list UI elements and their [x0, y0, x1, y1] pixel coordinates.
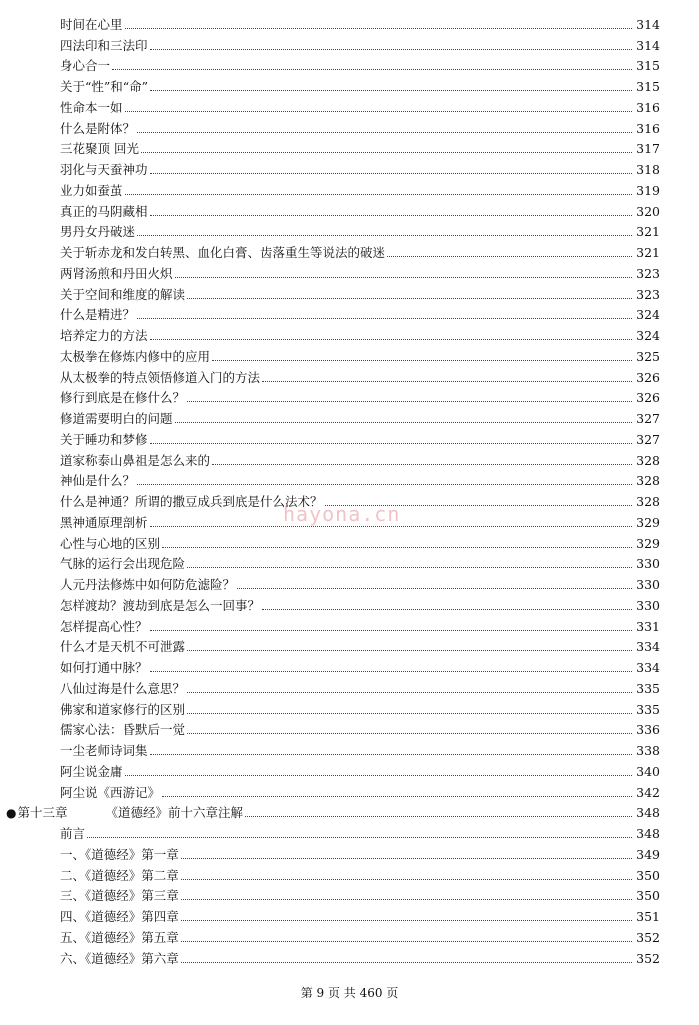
- toc-entry[interactable]: [0, 448, 699, 469]
- toc-entry[interactable]: [0, 220, 699, 241]
- dot-leader: [137, 318, 632, 319]
- dot-leader: [141, 152, 632, 153]
- toc-entry-title: 培养定力的方法: [60, 328, 148, 343]
- toc-entry[interactable]: [0, 780, 699, 801]
- toc-entry[interactable]: [0, 738, 699, 759]
- dot-leader: [262, 609, 632, 610]
- dot-leader: [150, 754, 632, 755]
- dot-leader: [162, 796, 632, 797]
- table-of-contents: [0, 12, 699, 967]
- toc-entry[interactable]: [0, 946, 699, 967]
- toc-entry[interactable]: [0, 95, 699, 116]
- dot-leader: [181, 962, 632, 963]
- toc-entry-page: 314: [636, 37, 660, 53]
- dot-leader: [125, 775, 632, 776]
- chapter-number: 第十三章: [17, 805, 68, 821]
- dot-leader: [187, 733, 632, 734]
- toc-entry-page: 342: [636, 784, 660, 800]
- toc-entry[interactable]: [0, 614, 699, 635]
- toc-entry-title: 儒家心法：昏默后一觉: [60, 722, 186, 738]
- toc-entry-page: 325: [636, 348, 660, 364]
- toc-entry-page: 314: [636, 16, 660, 32]
- dot-leader: [212, 464, 632, 465]
- toc-entry[interactable]: [0, 240, 699, 261]
- toc-entry-title: 什么是精进？: [60, 307, 136, 323]
- toc-entry-title: 太极拳在修炼内修中的应用: [60, 348, 211, 364]
- toc-entry-title: 关于空间和维度的解读: [60, 286, 186, 302]
- toc-entry[interactable]: [0, 469, 699, 490]
- toc-entry[interactable]: [0, 884, 699, 905]
- toc-entry-page: 330: [636, 577, 660, 592]
- toc-entry-page: 326: [636, 369, 660, 385]
- toc-entry-page: 323: [636, 265, 660, 281]
- toc-entry-page: 324: [636, 328, 660, 343]
- dot-leader: [212, 360, 632, 361]
- toc-entry-page: 329: [636, 514, 660, 530]
- dot-leader: [175, 277, 632, 278]
- toc-entry-title: 身心合一: [60, 58, 111, 74]
- dot-leader: [187, 692, 632, 693]
- toc-entry-page: 330: [636, 597, 660, 613]
- toc-entry-title: 怎样提高心性？: [60, 618, 148, 634]
- toc-entry-title: 气脉的运行会出现危险: [60, 556, 186, 572]
- toc-entry-title: 八仙过海是什么意思？: [60, 680, 186, 696]
- toc-entry-page: 350: [636, 888, 660, 904]
- toc-entry-page: 327: [636, 411, 660, 426]
- toc-entry[interactable]: [0, 572, 699, 593]
- dot-leader: [262, 381, 632, 382]
- toc-entry[interactable]: [0, 697, 699, 718]
- toc-entry-title: 真正的马阴藏相: [60, 203, 148, 219]
- toc-entry-title: 五、《道德经》第五章: [60, 929, 179, 945]
- toc-entry-title: 黑神通原理剖析: [60, 514, 148, 530]
- toc-entry-page: 338: [636, 743, 660, 758]
- toc-entry-page: 315: [636, 58, 660, 74]
- toc-entry-page: 335: [636, 701, 660, 717]
- toc-entry-page: 351: [636, 909, 660, 924]
- dot-leader: [181, 941, 632, 942]
- toc-entry-title: 前言: [60, 826, 86, 841]
- toc-entry[interactable]: [0, 33, 699, 54]
- toc-entry-page: 340: [636, 763, 660, 779]
- toc-entry[interactable]: [0, 157, 699, 178]
- watermark: hayona.cn: [283, 502, 401, 526]
- toc-entry-title: 关于睡功和梦修: [60, 431, 148, 447]
- toc-entry-title: 关于斩赤龙和发白转黑、血化白膏、齿落重生等说法的破迷: [60, 245, 386, 260]
- toc-entry[interactable]: [0, 904, 699, 925]
- toc-entry-title: 三花聚顶 回光: [60, 141, 139, 157]
- dot-leader: [150, 49, 632, 50]
- toc-entry-page: 335: [636, 680, 660, 696]
- dot-leader: [150, 339, 632, 340]
- toc-entry-title: 性命本一如: [60, 99, 123, 115]
- dot-leader: [181, 858, 632, 859]
- dot-leader: [181, 879, 632, 880]
- toc-entry[interactable]: [0, 323, 699, 344]
- toc-entry-page: 315: [636, 79, 660, 94]
- toc-entry-page: 328: [636, 473, 660, 489]
- toc-entry-title: 一、《道德经》第一章: [60, 846, 179, 862]
- toc-entry-title: 从太极拳的特点领悟修道入门的方法: [60, 369, 261, 385]
- toc-entry-title: 时间在心里: [60, 16, 123, 32]
- dot-leader: [387, 256, 632, 257]
- toc-entry[interactable]: [0, 261, 699, 282]
- toc-entry-title: 神仙是什么？: [60, 473, 136, 489]
- toc-entry-title: 阿尘说《西游记》: [60, 784, 161, 800]
- toc-entry-page: 352: [636, 950, 660, 966]
- chapter-page: 348: [636, 805, 660, 821]
- dot-leader: [150, 630, 632, 631]
- toc-entry[interactable]: [0, 552, 699, 573]
- toc-entry[interactable]: [0, 863, 699, 884]
- dot-leader: [87, 837, 632, 838]
- toc-entry[interactable]: [0, 12, 699, 33]
- toc-entry-page: 320: [636, 203, 660, 219]
- toc-entry-title: 怎样渡劫？渡劫到底是怎么一回事？: [60, 597, 261, 613]
- toc-entry-title: 四法印和三法印: [60, 37, 148, 53]
- toc-entry[interactable]: [0, 759, 699, 780]
- toc-entry-title: 二、《道德经》第二章: [60, 867, 179, 883]
- dot-leader: [187, 650, 632, 651]
- toc-entry-page: 327: [636, 431, 660, 447]
- dot-leader: [187, 713, 632, 714]
- toc-entry-title: 羽化与天蚕神功: [60, 162, 148, 177]
- dot-leader: [125, 111, 632, 112]
- toc-entry-page: 334: [636, 660, 660, 675]
- dot-leader: [112, 69, 632, 70]
- toc-entry[interactable]: [0, 303, 699, 324]
- dot-leader: [181, 899, 632, 900]
- dot-leader: [137, 484, 632, 485]
- toc-entry[interactable]: [0, 74, 699, 95]
- toc-entry-title: 什么是神通？所谓的撒豆成兵到底是什么法术？: [60, 494, 323, 509]
- toc-entry-title: 一尘老师诗词集: [60, 743, 148, 758]
- toc-entry[interactable]: [0, 137, 699, 158]
- toc-entry-page: 334: [636, 639, 660, 655]
- toc-entry-title: 修道需要明白的问题: [60, 411, 173, 426]
- toc-entry-page: 324: [636, 307, 660, 323]
- toc-entry[interactable]: [0, 676, 699, 697]
- dot-leader: [187, 401, 632, 402]
- toc-entry[interactable]: [0, 925, 699, 946]
- page-footer: 第 9 页 共 460 页: [300, 986, 399, 1000]
- chapter-title: 《道德经》前十六章注解: [105, 805, 244, 821]
- toc-entry-page: 317: [636, 141, 660, 157]
- dot-leader: [125, 194, 632, 195]
- toc-entry-title: 关于“性”和“命”: [60, 79, 149, 94]
- toc-entry-page: 348: [636, 826, 660, 841]
- dot-leader: [137, 235, 632, 236]
- toc-entry[interactable]: [0, 386, 699, 407]
- toc-entry-page: 336: [636, 722, 660, 738]
- dot-leader: [150, 215, 632, 216]
- toc-entry-title: 人元丹法修炼中如何防危滤险？: [60, 577, 236, 592]
- toc-entry-title: 修行到底是在修什么？: [60, 390, 186, 406]
- toc-entry-page: 350: [636, 867, 660, 883]
- toc-entry-title: 三、《道德经》第三章: [60, 888, 179, 904]
- toc-entry-title: 两肾汤煎和丹田火炽: [60, 265, 173, 281]
- toc-entry-page: 331: [636, 618, 660, 634]
- toc-entry[interactable]: [0, 718, 699, 739]
- toc-entry[interactable]: [0, 531, 699, 552]
- dot-leader: [150, 173, 632, 174]
- toc-entry-page: 321: [636, 245, 660, 260]
- dot-leader: [237, 588, 632, 589]
- toc-entry-page: 329: [636, 535, 660, 551]
- toc-entry-page: 330: [636, 556, 660, 572]
- dot-leader: [125, 28, 632, 29]
- toc-entry-page: 319: [636, 182, 660, 198]
- toc-entry-title: 佛家和道家修行的区别: [60, 701, 186, 717]
- toc-entry-page: 352: [636, 929, 660, 945]
- toc-entry[interactable]: [0, 821, 699, 842]
- dot-leader: [175, 422, 632, 423]
- toc-entry[interactable]: [0, 593, 699, 614]
- toc-entry-page: 316: [636, 99, 660, 115]
- toc-entry-page: 328: [636, 452, 660, 468]
- dot-leader: [245, 816, 632, 817]
- dot-leader: [181, 920, 632, 921]
- toc-entry-page: 349: [636, 846, 660, 862]
- dot-leader: [150, 90, 632, 91]
- dot-leader: [150, 443, 632, 444]
- toc-entry-page: 326: [636, 390, 660, 406]
- toc-entry-title: 六、《道德经》第六章: [60, 950, 179, 966]
- toc-entry[interactable]: [0, 344, 699, 365]
- toc-entry-title: 什么是附体？: [60, 120, 136, 136]
- toc-entry[interactable]: [0, 116, 699, 137]
- dot-leader: [150, 671, 632, 672]
- toc-entry-page: 318: [636, 162, 660, 177]
- toc-entry-title: 什么才是天机不可泄露: [60, 639, 186, 655]
- toc-entry-title: 如何打通中脉？: [60, 660, 148, 675]
- dot-leader: [137, 132, 632, 133]
- toc-entry[interactable]: [0, 427, 699, 448]
- dot-leader: [187, 298, 632, 299]
- toc-entry[interactable]: [0, 178, 699, 199]
- toc-entry[interactable]: [0, 54, 699, 75]
- toc-entry[interactable]: [0, 635, 699, 656]
- toc-entry[interactable]: [0, 199, 699, 220]
- toc-entry-title: 心性与心地的区别: [60, 535, 161, 551]
- toc-entry-title: 业力如蚕茧: [60, 182, 123, 198]
- toc-entry-page: 328: [636, 494, 660, 509]
- dot-leader: [162, 547, 632, 548]
- toc-entry-page: 316: [636, 120, 660, 136]
- toc-entry[interactable]: [0, 842, 699, 863]
- toc-entry[interactable]: [0, 282, 699, 303]
- dot-leader: [187, 567, 632, 568]
- bullet-icon: ●: [6, 806, 17, 821]
- toc-entry-title: 阿尘说金庸: [60, 763, 123, 779]
- toc-entry[interactable]: [0, 655, 699, 676]
- toc-entry-title: 道家称泰山鼻祖是怎么来的: [60, 452, 211, 468]
- toc-entry[interactable]: [0, 406, 699, 427]
- toc-entry-title: 四、《道德经》第四章: [60, 909, 179, 924]
- chapter-heading[interactable]: [0, 801, 699, 822]
- toc-entry-title: 男丹女丹破迷: [60, 224, 136, 240]
- toc-entry[interactable]: [0, 365, 699, 386]
- toc-entry-page: 321: [636, 224, 660, 240]
- toc-entry-page: 323: [636, 286, 660, 302]
